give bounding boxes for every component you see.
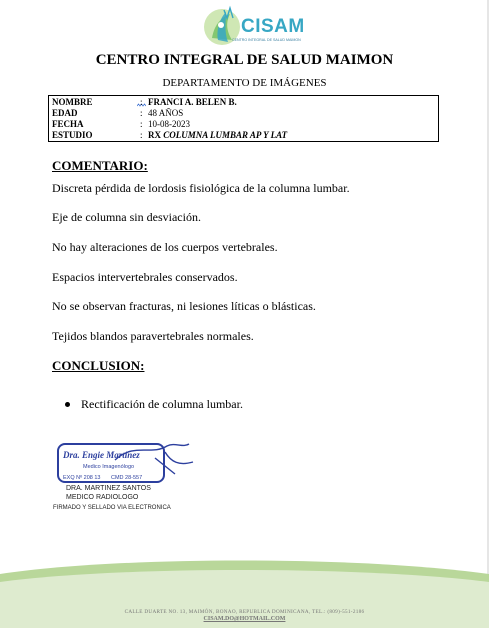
- signer-name: DRA. MARTINEZ SANTOS: [66, 485, 151, 492]
- comment-line: Discreta pérdida de lordosis fisiológica de la columna lumbar.: [52, 181, 350, 195]
- patient-name-value: FRANCI A. BELEN B.: [148, 97, 237, 107]
- logo-wordmark: CISAM: [241, 16, 305, 37]
- comment-line: No se observan fracturas, ni lesiones líticas o blásticas.: [52, 299, 316, 313]
- stamp-name: Dra. Engie Martinez: [63, 450, 140, 460]
- study-type-prefix: RX: [148, 130, 161, 140]
- signer-title: MEDICO RADIOLOGO: [66, 494, 139, 501]
- study-type-label: ESTUDIO: [52, 130, 93, 140]
- stamp-role: Medico Imagenólogo: [83, 464, 135, 470]
- comment-line: No hay alteraciones de los cuerpos vertebrales.: [52, 240, 278, 254]
- conclusion-heading: CONCLUSION:: [52, 358, 145, 373]
- study-type-value: COLUMNA LUMBAR AP Y LAT: [163, 130, 288, 140]
- comment-line: Espacios intervertebrales conservados.: [52, 270, 238, 284]
- logo-subtitle: CENTRO INTEGRAL DE SALUD MAIMON: [232, 38, 301, 42]
- study-date-label: FECHA: [52, 119, 84, 129]
- patient-info-box: NOMBRE : FRANCI A. BELEN B. EDAD : 48 AÑOS FECHA : 10-08-2023 ESTUDIO : RX COLUMNA LUMBAR AP Y LAT: [48, 95, 439, 142]
- stamp-cmd: CMD 28-557: [111, 475, 143, 481]
- comment-line: Tejidos blandos paravertebrales normales.: [52, 329, 254, 343]
- doctor-stamp: [55, 438, 197, 488]
- comment-heading: COMENTARIO:: [52, 158, 148, 173]
- report-title: CENTRO INTEGRAL DE SALUD MAIMON: [95, 52, 394, 68]
- patient-age-label: EDAD: [52, 108, 78, 118]
- patient-name-label: NOMBRE: [52, 97, 93, 107]
- comment-line: Eje de columna sin desviación.: [52, 210, 201, 224]
- patient-age-value: 48 AÑOS: [148, 108, 184, 118]
- electronic-signature-note: FIRMADO Y SELLADO VIA ELECTRONICA: [53, 505, 171, 511]
- bullet-icon: [65, 402, 70, 407]
- conclusion-item: Rectificación de columna lumbar.: [81, 397, 243, 411]
- study-date-value: 10-08-2023: [148, 119, 190, 129]
- stamp-exequatur: EXQ Nº 208 13: [63, 475, 101, 481]
- footer-address: CALLE DUARTE NO. 13, MAIMÓN, BONAO, REPUBLICA DOMINICANA, TEL.: (809)-551-2186: [124, 609, 365, 615]
- department-name: DEPARTAMENTO DE IMÁGENES: [162, 77, 327, 89]
- footer-email-link[interactable]: CISAM.DO@HOTMAIL.COM: [203, 616, 286, 622]
